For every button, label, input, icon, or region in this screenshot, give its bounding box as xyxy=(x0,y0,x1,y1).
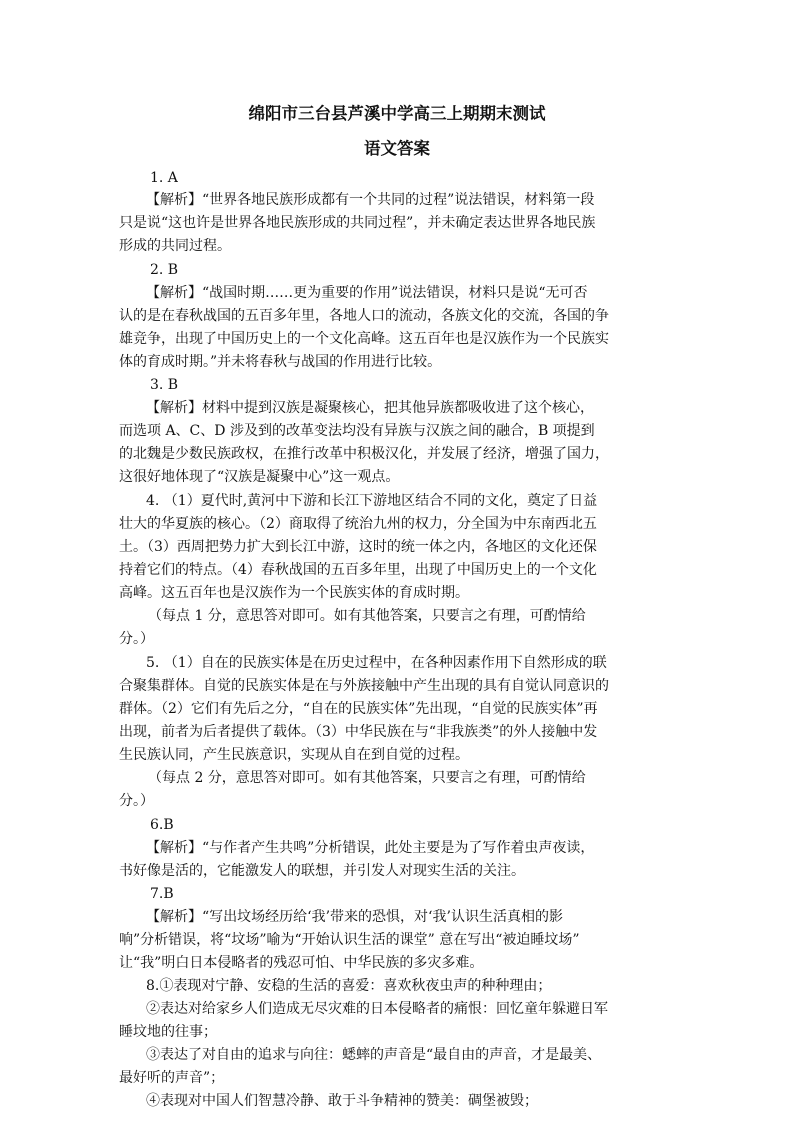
text-line: 只是说“这也许是世界各地民族形成的共同过程”，并未确定表达世界各地民族 xyxy=(119,215,596,231)
answer-8-point-3: ③表达了对自由的追求与向往：蟋蟀的声音是“最自由的声音，才是最美、 xyxy=(146,1047,602,1063)
text-line: 书好像是活的，它能激发人的联想，并引发人对现实生活的关注。 xyxy=(119,863,525,879)
text-line: 持着它们的特点。（4）春秋战国的五百多年里，出现了中国历史上的一个文化 xyxy=(119,562,597,578)
answer-3-label: 3. B xyxy=(150,377,179,393)
text-line: 分。） xyxy=(119,793,154,809)
text-line: 让“我”明白日本侵略者的残忍可怕、中华民族的多灾多难。 xyxy=(119,955,484,971)
answer-8-point-2: ②表达对给家乡人们造成无尽灾难的日本侵略者的痛恨：回忆童年躲避日军 xyxy=(146,1001,608,1017)
text-line: 【解析】“写出坟场经历给‘我’带来的恐惧，对‘我’认识生活真相的影 xyxy=(146,909,563,925)
answer-1-label: 1. A xyxy=(150,170,178,186)
document-title: 绵阳市三台县芦溪中学高三上期期末测试 xyxy=(248,104,546,123)
answer-7-label: 7.B xyxy=(150,886,174,902)
text-line: 【解析】“战国时期……更为重要的作用”说法错误，材料只是说“无可否 xyxy=(146,285,588,301)
text-line: 土。（3）西周把势力扩大到长江中游，这时的统一体之内，各地区的文化还保 xyxy=(119,539,597,555)
text-line: 而选项 A、C、D 涉及到的改革变法均没有异族与汉族之间的融合，B 项提到 xyxy=(119,423,595,439)
answer-4-text: 4. （1）夏代时,黄河中下游和长江下游地区结合不同的文化，奠定了日益 xyxy=(146,493,598,509)
text-line: 【解析】材料中提到汉族是凝聚核心，把其他异族都吸收进了这个核心， xyxy=(146,400,594,416)
text-line: 的北魏是少数民族政权，在推行改革中积极汉化，并发展了经济，增强了国力， xyxy=(119,446,609,462)
text-line: 高峰。这五百年也是汉族作为一个民族实体的育成时期。 xyxy=(119,585,469,601)
text-line: 雄竞争，出现了中国历史上的一个文化高峰。这五百年也是汉族作为一个民族实 xyxy=(119,331,609,347)
text-line: 合聚集群体。自觉的民族实体是在与外族接触中产生出现的具有自觉认同意识的 xyxy=(119,678,609,694)
text-line: 群体。（2）它们有先后之分，“自在的民族实体”先出现，“自觉的民族实体”再 xyxy=(119,701,598,717)
answer-6-label: 6.B xyxy=(150,817,174,833)
text-line: 【解析】“与作者产生共鸣”分析错误，此处主要是为了写作着虫声夜读， xyxy=(146,840,595,856)
text-line: 这很好地体现了“汉族是凝聚中心”这一观点。 xyxy=(119,469,400,485)
answer-8-point-1: 8.①表现对宁静、安稳的生活的喜爱：喜欢秋夜虫声的种种理由； xyxy=(146,978,552,994)
text-line: 体的育成时期。”并未将春秋与战国的作用进行比较。 xyxy=(119,354,442,370)
answer-8-point-4: ④表现对中国人们智慧冷静、敢于斗争精神的赞美：碉堡被毁； xyxy=(146,1093,538,1109)
text-line: 形成的共同过程。 xyxy=(119,238,231,254)
text-line: 壮大的华夏族的核心。（2）商取得了统治九州的权力，分全国为中东南西北五 xyxy=(119,516,597,532)
text-line: 认的是在春秋战国的五百多年里，各地人口的流动，各族文化的交流，各国的争 xyxy=(119,308,609,324)
text-line: 睡坟地的往事； xyxy=(119,1024,217,1040)
answer-2-label: 2. B xyxy=(150,262,179,278)
text-line: 生民族认同，产生民族意识，实现从自在到自觉的过程。 xyxy=(119,747,469,763)
scoring-note: （每点 2 分，意思答对即可。如有其他答案，只要言之有理，可酌情给 xyxy=(148,770,586,786)
text-line: 【解析】“世界各地民族形成都有一个共同的过程”说法错误，材料第一段 xyxy=(146,192,595,208)
text-line: 最好听的声音”； xyxy=(119,1070,225,1086)
scoring-note: （每点 1 分，意思答对即可。如有其他答案，只要言之有理，可酌情给 xyxy=(148,608,586,624)
text-line: 分。） xyxy=(119,631,154,647)
text-line: 出现，前者为后者提供了载体。（3）中华民族在与“非我族类”的外人接触中发 xyxy=(119,724,598,740)
answer-5-text: 5. （1）自在的民族实体是在历史过程中，在各种因素作用下自然形成的联 xyxy=(146,655,607,671)
text-line: 响”分析错误，将“坟场”喻为“开始认识生活的课堂” 意在写出“被迫睡坟场” xyxy=(119,932,580,948)
document-subtitle: 语文答案 xyxy=(364,139,430,158)
